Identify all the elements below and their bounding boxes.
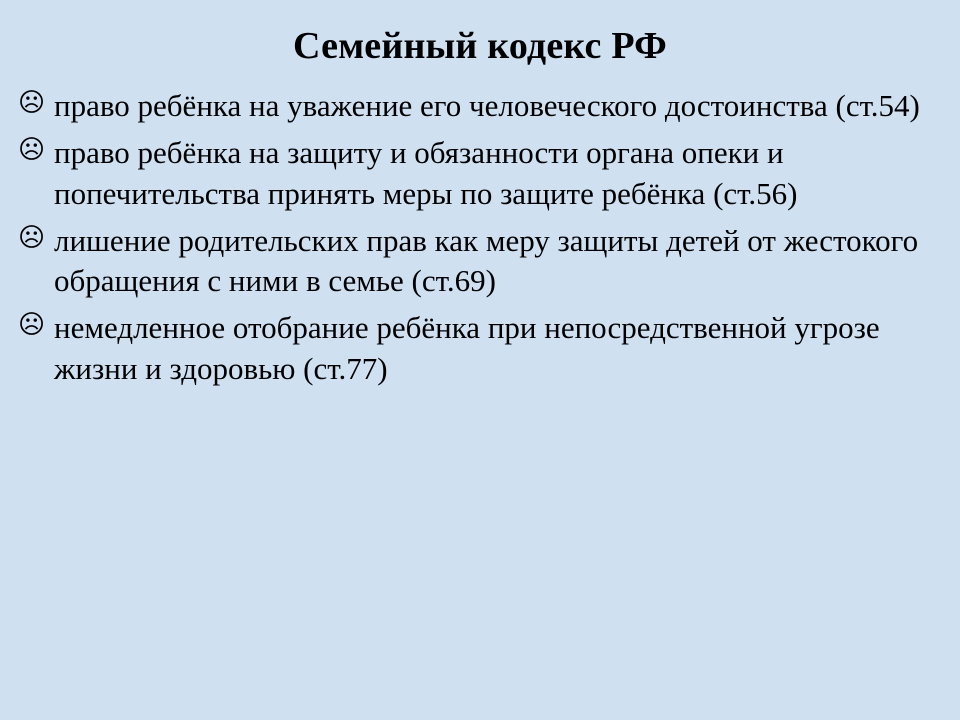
list-item-text: право ребёнка на уважение его человеческого достоинства (ст.54)	[54, 87, 920, 123]
list-item-text: немедленное отобрание ребёнка при непосредственной угрозе жизни и здоровью (ст.77)	[54, 310, 880, 387]
list-item-text: лишение родительских прав как меру защиты детей от жестокого обращения с ними в семье (ст.69)	[54, 222, 919, 299]
sad-face-bullet-icon: ☹	[18, 310, 46, 341]
sad-face-bullet-icon: ☹	[18, 222, 46, 253]
list-item	[16, 308, 942, 390]
list-item	[16, 133, 942, 215]
list-item	[16, 221, 942, 303]
sad-face-bullet-icon: ☹	[18, 134, 46, 165]
list-item	[16, 86, 942, 127]
list-item-text: право ребёнка на защиту и обязанности органа опеки и попечительства принять меры по защите ребёнка (ст.56)	[54, 134, 798, 211]
page-title: Семейный кодекс РФ	[293, 25, 667, 67]
bullet-list	[0, 86, 960, 390]
sad-face-bullet-icon: ☹	[18, 87, 46, 118]
